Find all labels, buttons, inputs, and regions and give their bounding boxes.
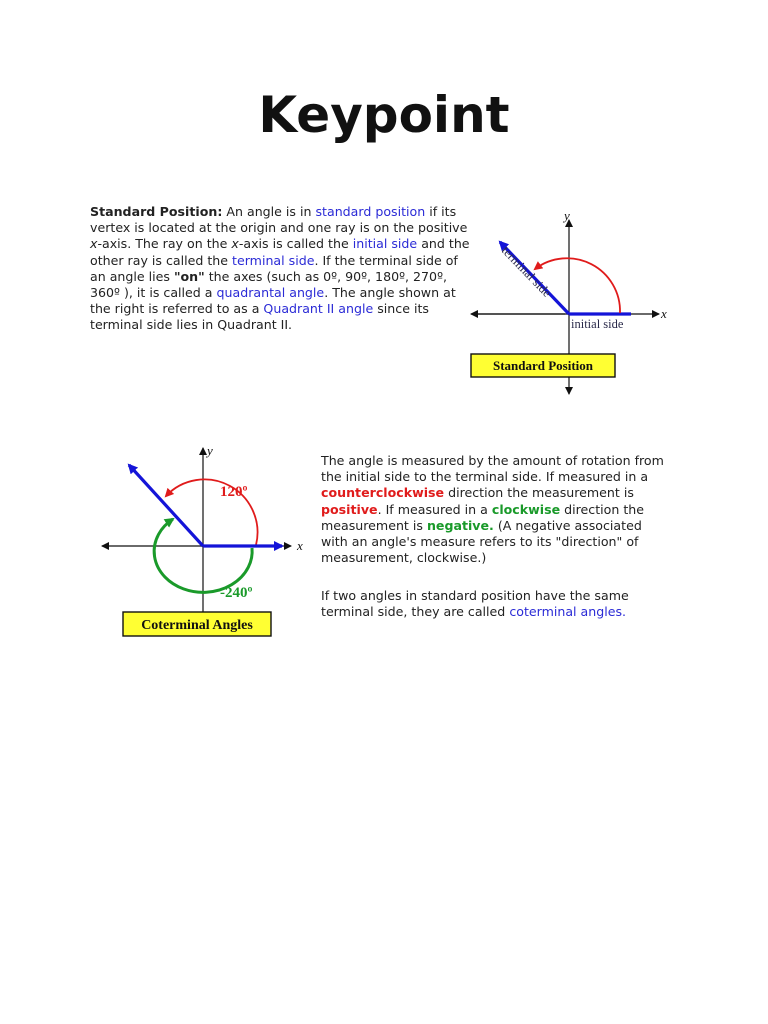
text-fragment: . If the terminal side of an angle lies	[90, 252, 458, 284]
text-fragment: If two angles in standard position have the same terminal side, they are called	[321, 588, 629, 620]
terminal-side-ray	[129, 465, 203, 546]
term-clockwise: clockwise	[491, 501, 561, 517]
text-fragment: . The angle shown at the right is referred to as a	[90, 285, 456, 317]
term-initial-side: initial side	[352, 236, 418, 252]
text-fragment: -axis is called the	[238, 236, 353, 252]
text-fragment: The angle is measured by the amount of rotation from the initial side to the terminal side. If measured in a	[321, 453, 664, 485]
term-negative: negative.	[426, 517, 494, 533]
page-title: Keypoint	[258, 86, 510, 144]
x-axis-label: x	[661, 306, 667, 321]
text-fragment: the axes (such as 0º, 90º, 180º, 270º, 360º ), it is called a	[90, 268, 448, 301]
term-terminal-side: terminal side	[232, 252, 315, 268]
measurement-paragraph	[321, 453, 671, 566]
negative-angle-label: -240º	[220, 585, 253, 601]
standard-position-paragraph	[90, 204, 472, 334]
text-fragment: (A negative associated with an angle's measure refers to its "direction" of measurement, clockwise.)	[321, 517, 642, 566]
x-var: x	[231, 236, 239, 252]
y-axis-label: y	[207, 443, 213, 458]
initial-side-label: initial side	[571, 317, 624, 331]
text-fragment: direction the measurement is	[321, 501, 645, 533]
text-fragment: An angle is in	[222, 204, 316, 219]
term-positive: positive	[321, 501, 378, 517]
text-fragment: if its vertex is located at the origin and one ray is on the positive	[90, 204, 468, 236]
term-quadrant-ii-angle: Quadrant II angle	[263, 301, 374, 317]
standard-position-caption: Standard Position	[492, 358, 594, 373]
text-fragment: since its terminal side lies in Quadrant II.	[90, 301, 429, 333]
term-standard-position: standard position	[315, 204, 426, 219]
coterminal-paragraph	[321, 588, 671, 620]
coterminal-angles-figure	[99, 444, 314, 640]
y-axis-label: y	[564, 208, 570, 223]
x-axis-label: x	[297, 538, 303, 553]
term-counterclockwise: counterclockwise	[321, 485, 445, 501]
text-fragment: and the other ray is called the	[90, 236, 470, 268]
text-fragment: -axis. The ray on the	[97, 236, 232, 252]
text-fragment: direction the measurement is	[444, 485, 634, 501]
term-quadrantal-angle: quadrantal angle	[216, 285, 325, 301]
x-var: x	[90, 236, 98, 252]
term-coterminal-angles: coterminal angles.	[509, 604, 627, 620]
coterminal-angles-caption: Coterminal Angles	[141, 618, 253, 633]
standard-position-figure	[465, 206, 695, 396]
text-fragment: . If measured in a	[377, 501, 492, 517]
positive-angle-label: 120º	[220, 484, 248, 500]
terminal-side-label: terminal side	[498, 243, 555, 300]
standard-position-heading: Standard Position:	[90, 204, 223, 219]
on-emphasis: "on"	[173, 268, 205, 284]
